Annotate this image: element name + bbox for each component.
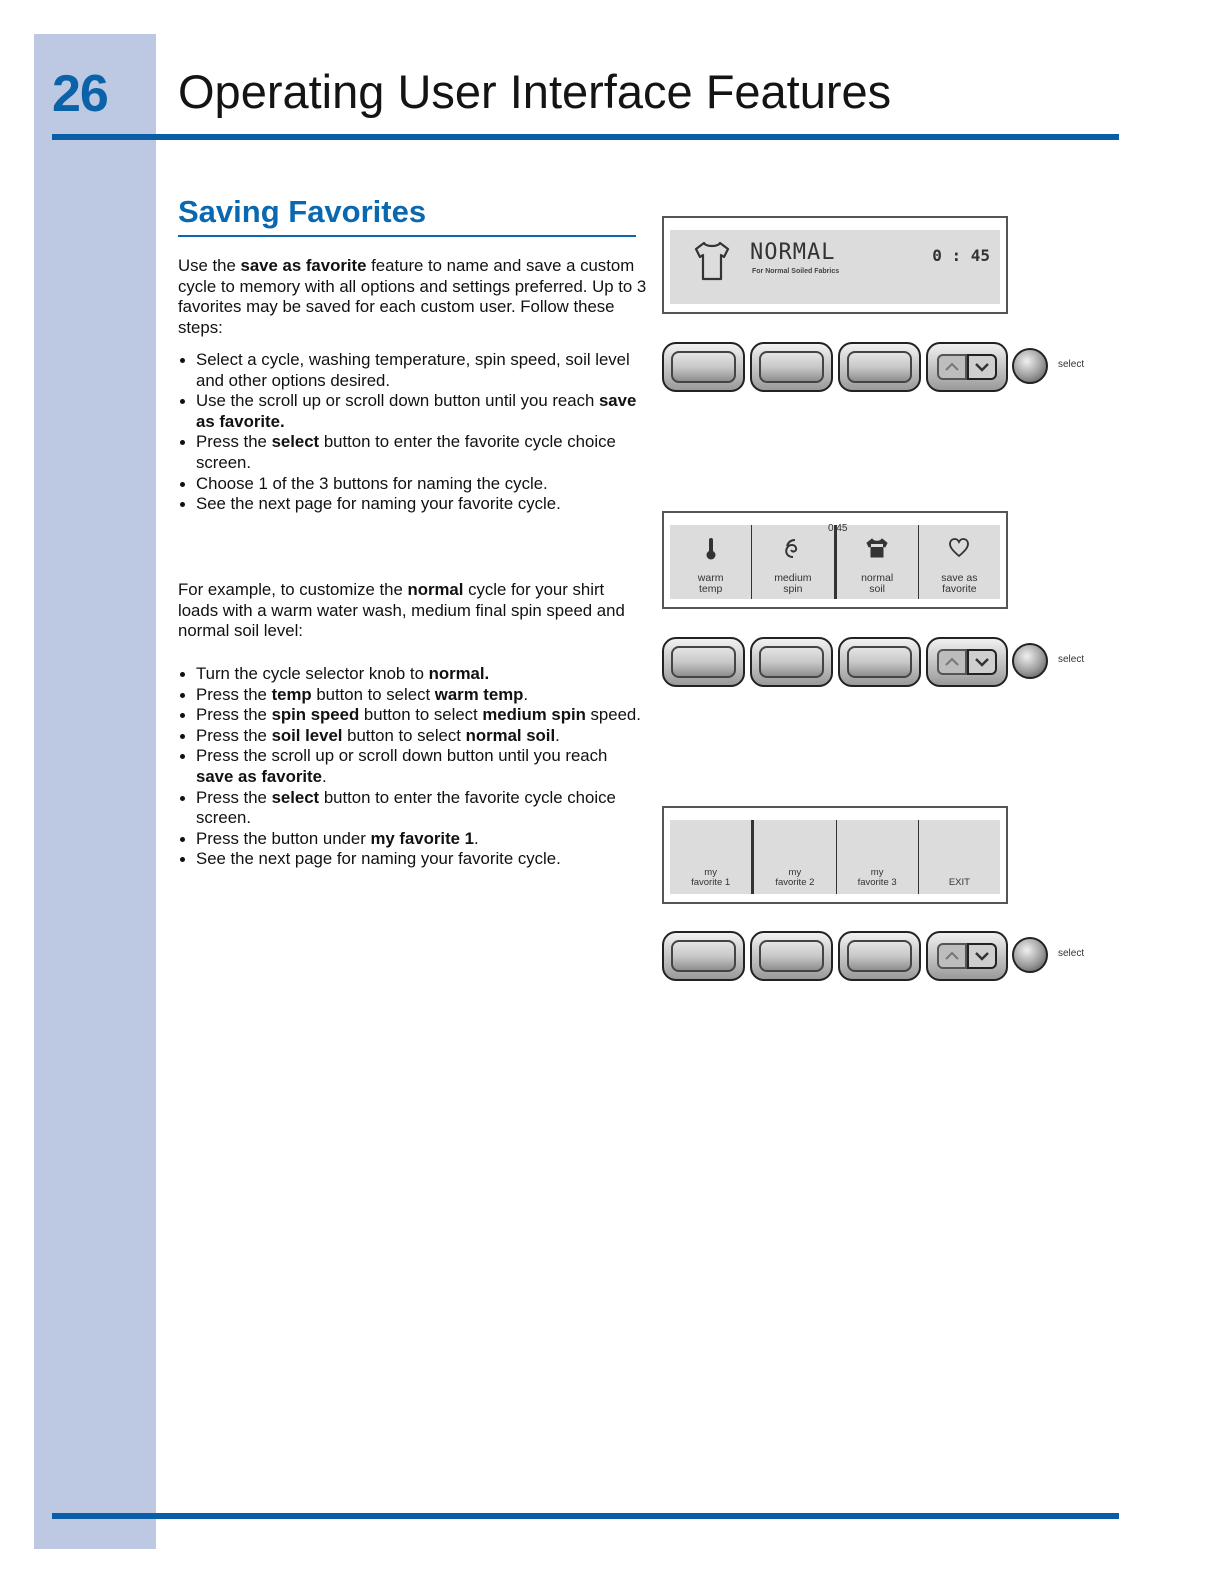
section-rule xyxy=(178,235,636,237)
scroll-up-button[interactable] xyxy=(937,649,967,675)
control-panel-buttons xyxy=(662,637,1102,687)
option-label-line2: favorite 2 xyxy=(775,877,815,888)
list-item: Press the soil level button to select normal soil. xyxy=(178,726,648,747)
scroll-button xyxy=(926,931,1008,981)
option-label-line2: favorite 3 xyxy=(857,877,897,888)
list-item: Press the scroll up or scroll down button until you reach save as favorite. xyxy=(178,746,648,787)
thermometer-icon xyxy=(704,537,718,566)
display-options-screen xyxy=(662,511,1008,609)
option-button-2[interactable] xyxy=(750,637,833,687)
chevron-up-icon xyxy=(944,362,960,372)
example-paragraph: For example, to customize the normal cycle for your shirt loads with a warm water wash, medium final spin speed and normal soil level: xyxy=(178,580,625,641)
shirt-icon xyxy=(865,537,889,564)
example-steps-list xyxy=(178,664,648,870)
list-item: See the next page for naming your favorite cycle. xyxy=(178,494,648,515)
option-button-3[interactable] xyxy=(838,931,921,981)
option-label-line2: soil xyxy=(869,583,885,595)
header-rule xyxy=(52,134,1119,140)
page-number: 26 xyxy=(52,65,108,123)
scroll-button xyxy=(926,637,1008,687)
select-button[interactable] xyxy=(1012,643,1048,679)
option-label-line1: my xyxy=(704,867,717,878)
steps-list xyxy=(178,350,648,515)
scroll-up-button[interactable] xyxy=(937,354,967,380)
option-label-line2: favorite xyxy=(942,583,977,595)
option-button-3[interactable] xyxy=(838,342,921,392)
option-label-line1: my xyxy=(788,867,802,878)
display-favorites-screen xyxy=(662,806,1008,904)
option-label-line2: EXIT xyxy=(948,877,970,888)
section-title: Saving Favorites xyxy=(178,194,427,229)
chevron-down-icon xyxy=(974,951,990,961)
option-label-line2: temp xyxy=(698,583,723,595)
option-save-as-favorite xyxy=(918,525,1000,599)
list-item: Use the scroll up or scroll down button until you reach save as favorite. xyxy=(178,391,648,432)
scroll-down-button[interactable] xyxy=(967,649,997,675)
select-label: select xyxy=(1058,948,1085,959)
option-warm-temp xyxy=(670,525,751,599)
spin-icon xyxy=(782,537,804,566)
shirt-icon xyxy=(692,240,732,287)
option-label-line1: medium xyxy=(774,572,812,584)
heart-icon xyxy=(948,537,970,564)
option-button-2[interactable] xyxy=(750,931,833,981)
select-label: select xyxy=(1058,359,1085,370)
option-label-line1: save as xyxy=(941,572,978,584)
option-label-line1: normal xyxy=(861,572,894,584)
cycle-subtitle: For Normal Soiled Fabrics xyxy=(752,268,840,275)
scroll-down-button[interactable] xyxy=(967,943,997,969)
chevron-down-icon xyxy=(974,362,990,372)
list-item: Choose 1 of the 3 buttons for naming the cycle. xyxy=(178,474,648,495)
select-button[interactable] xyxy=(1012,348,1048,384)
scroll-down-button[interactable] xyxy=(967,354,997,380)
select-button[interactable] xyxy=(1012,937,1048,973)
list-item: Press the button under my favorite 1. xyxy=(178,829,648,850)
list-item: Select a cycle, washing temperature, spin speed, soil level and other options desired. xyxy=(178,350,648,391)
list-item: Press the select button to enter the favorite cycle choice screen. xyxy=(178,432,648,473)
option-button-1[interactable] xyxy=(662,342,745,392)
option-label-line2: spin xyxy=(783,583,803,595)
option-my-favorite-3 xyxy=(836,820,918,894)
chevron-up-icon xyxy=(944,951,960,961)
chevron-down-icon xyxy=(974,657,990,667)
page-title: Operating User Interface Features xyxy=(178,65,892,118)
list-item: Turn the cycle selector knob to normal. xyxy=(178,664,648,685)
scroll-button xyxy=(926,342,1008,392)
intro-paragraph: Use the save as favorite feature to name and save a custom cycle to memory with all options and settings preferred. Up to 3 favorites may be saved for each custom user. Follow these steps: xyxy=(178,256,647,337)
list-item: See the next page for naming your favorite cycle. xyxy=(178,849,648,870)
page-sidebar-band xyxy=(34,34,156,1549)
option-button-2[interactable] xyxy=(750,342,833,392)
option-normal-soil xyxy=(834,525,918,599)
chevron-up-icon xyxy=(944,657,960,667)
display-cycle-screen xyxy=(662,216,1008,314)
option-my-favorite-2 xyxy=(751,820,835,894)
footer-rule xyxy=(52,1513,1119,1519)
option-button-1[interactable] xyxy=(662,931,745,981)
list-item: Press the temp button to select warm temp. xyxy=(178,685,648,706)
cycle-time: 0 : 45 xyxy=(932,246,990,265)
option-label-line1: my xyxy=(870,867,884,878)
scroll-up-button[interactable] xyxy=(937,943,967,969)
option-exit xyxy=(918,820,1000,894)
control-panel-buttons xyxy=(662,342,1102,392)
option-button-1[interactable] xyxy=(662,637,745,687)
option-label-line1: warm xyxy=(697,572,724,584)
option-my-favorite-1 xyxy=(670,820,751,894)
cycle-name: NORMAL xyxy=(750,240,836,265)
option-label-line2: favorite 1 xyxy=(691,877,731,888)
list-item: Press the select button to enter the favorite cycle choice screen. xyxy=(178,788,648,829)
list-item: Press the spin speed button to select medium spin speed. xyxy=(178,705,648,726)
select-label: select xyxy=(1058,654,1085,665)
cycle-time: 0:45 xyxy=(828,523,848,534)
control-panel-buttons xyxy=(662,931,1102,981)
option-button-3[interactable] xyxy=(838,637,921,687)
option-medium-spin xyxy=(751,525,833,599)
